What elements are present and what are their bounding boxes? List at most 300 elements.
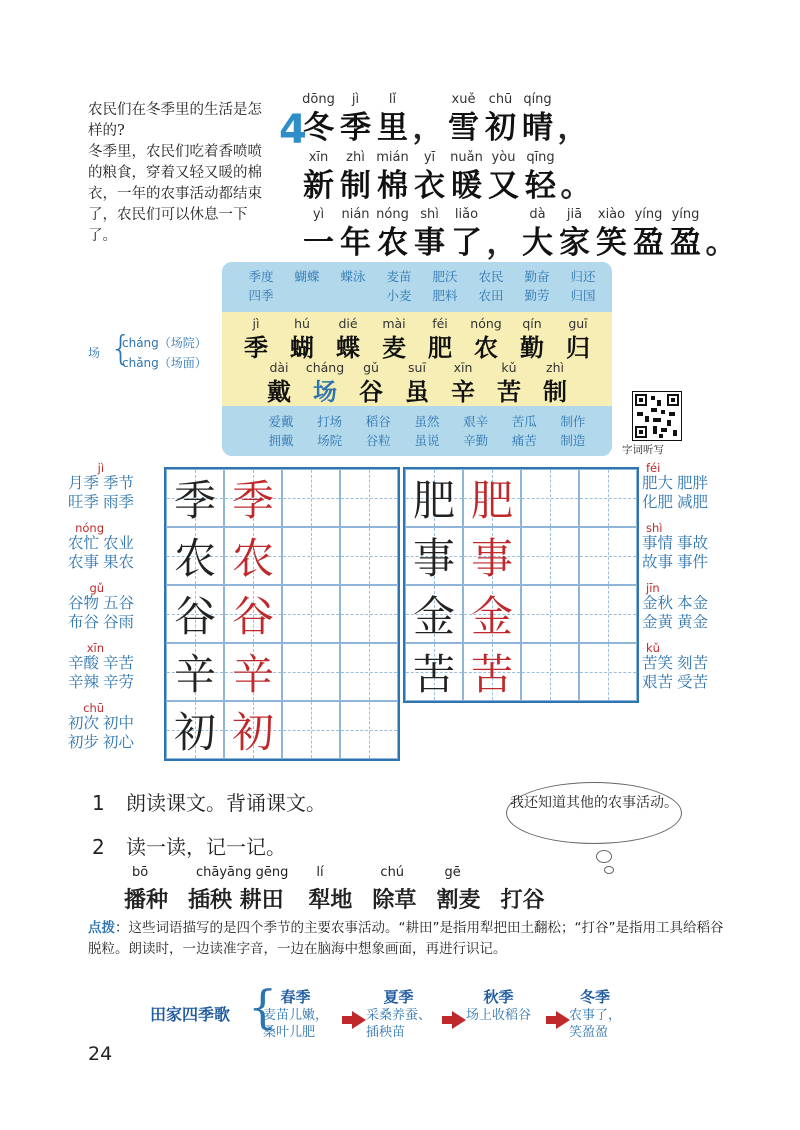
hanzi: 戴	[267, 377, 291, 406]
side-word: 初心	[103, 733, 135, 751]
vocab-row-1	[222, 316, 612, 362]
bubble-tail	[596, 850, 612, 863]
side-word: 辛劳	[103, 673, 135, 691]
vocab-char	[555, 316, 601, 362]
side-word-line	[68, 594, 134, 613]
vocab-char	[302, 360, 348, 406]
side-word: 农业	[103, 534, 135, 552]
side-word: 雨季	[103, 493, 135, 511]
tip-label: 点拨	[88, 920, 115, 936]
blank-writing-cell[interactable]	[340, 585, 398, 643]
vocab-word: 拥戴	[268, 433, 294, 448]
side-pinyin: shì	[646, 521, 663, 535]
vocab-bottom-words	[262, 412, 592, 450]
side-pinyin: chū	[83, 701, 105, 715]
vocab-row-2	[222, 360, 612, 406]
arrow-right-icon	[352, 1011, 366, 1029]
grid-cell	[405, 643, 463, 701]
farm-word	[436, 865, 480, 914]
blank-writing-cell[interactable]	[521, 527, 579, 585]
side-pinyin: kǔ	[646, 641, 660, 655]
pinyin: bō	[132, 865, 149, 880]
side-word-line	[68, 553, 134, 572]
poem-char	[522, 150, 559, 204]
poem-char	[374, 207, 411, 261]
pinyin: nián	[341, 207, 370, 222]
vocab-word: 农田	[478, 288, 504, 303]
side-word-line	[68, 613, 134, 632]
side-word-line	[68, 654, 134, 673]
farm-word	[372, 865, 416, 914]
pinyin: kǔ	[501, 360, 517, 375]
vocab-word-pair	[288, 267, 326, 305]
trace-char: 季	[231, 476, 274, 525]
qr-label: 字词听写	[622, 444, 664, 456]
poem-line-2	[300, 150, 593, 204]
vocab-word: 蝶泳	[340, 269, 366, 284]
arrow-right-icon	[452, 1011, 466, 1029]
hanzi: 衣	[414, 168, 445, 204]
side-word-group	[68, 463, 134, 512]
side-word: 初中	[103, 714, 135, 732]
hanzi: 播种	[124, 887, 169, 913]
pinyin: chāyāng gēng	[196, 865, 289, 880]
grid-cell	[463, 469, 521, 527]
grid-cell	[166, 469, 224, 527]
vocab-word-pair	[472, 267, 510, 305]
poem-char	[374, 92, 411, 146]
grid-cell	[224, 469, 282, 527]
grid-cell	[224, 643, 282, 701]
model-char: 初	[173, 708, 216, 757]
tip-text: ：这些词语描写的是四个季节的主要农事活动。“耕田”是指用犁把田土翻松；“打谷”是指用工具给稻谷脱粒。朗读时，一边读准字音，一边在脑海中想象画面，再进行识记。	[88, 920, 724, 957]
hanzi: 蝴	[290, 333, 314, 362]
model-char: 事	[412, 534, 455, 583]
pinyin: qín	[522, 316, 542, 331]
vocab-word: 制作	[560, 414, 586, 429]
hanzi: 里	[377, 110, 408, 146]
side-word: 化肥	[642, 493, 674, 511]
poem-line-1	[300, 92, 590, 146]
blank-writing-cell[interactable]	[282, 585, 340, 643]
side-pinyin: gǔ	[89, 581, 105, 595]
side-word-line	[642, 654, 708, 673]
pinyin: mài	[382, 316, 406, 331]
hanzi: 农	[377, 225, 408, 261]
pinyin: zhì	[546, 360, 564, 375]
pinyin: yī	[423, 150, 436, 165]
blank-writing-cell[interactable]	[521, 469, 579, 527]
pinyin: chú	[380, 865, 405, 880]
vocab-char	[256, 360, 302, 406]
poem-char	[411, 207, 448, 261]
hanzi: 雪	[448, 110, 479, 146]
poem-char	[593, 207, 630, 261]
trace-char: 肥	[470, 476, 513, 525]
side-word: 本金	[677, 594, 709, 612]
side-word: 旺季	[68, 493, 100, 511]
blank-writing-cell[interactable]	[521, 643, 579, 701]
vocab-word-pair	[334, 267, 372, 305]
vocab-word: 农民	[478, 269, 504, 284]
hanzi: 虽	[405, 377, 429, 406]
poem-char	[482, 92, 519, 146]
blank-writing-cell[interactable]	[282, 701, 340, 759]
side-word: 肥胖	[677, 474, 709, 492]
blank-writing-cell[interactable]	[579, 527, 637, 585]
vocab-word-pair	[554, 412, 592, 450]
hanzi: 大	[522, 225, 553, 261]
blank-writing-cell[interactable]	[579, 585, 637, 643]
vocab-word: 辛勤	[463, 433, 489, 448]
pinyin	[500, 865, 508, 883]
vocab-char	[509, 316, 555, 362]
hanzi: 笑	[596, 225, 627, 261]
season-winter: 冬季 农事了， 笑盈盈	[569, 988, 622, 1040]
trace-char: 金	[470, 592, 513, 641]
poem-char	[374, 150, 411, 204]
pinyin: qīng	[526, 150, 555, 165]
side-word: 故事	[642, 553, 674, 571]
hanzi: 勤	[520, 333, 544, 362]
side-word-group	[68, 583, 134, 632]
vocab-word: 蝴蝶	[294, 269, 320, 284]
poem-char	[485, 150, 522, 204]
hanzi: 轻	[525, 168, 556, 204]
side-word: 季节	[103, 474, 135, 492]
answer-text: 冬季里，农民们吃着香喷喷的粮食，穿着又轻又暖的棉衣，一年的农事活动都结束了，农民们可以休息一下了。	[88, 144, 262, 244]
side-word-line	[68, 733, 134, 752]
grid-cell	[463, 585, 521, 643]
trace-char: 事	[470, 534, 513, 583]
poem-punct: ，	[486, 225, 518, 261]
vocab-word-pair	[518, 267, 556, 305]
hanzi: 蝶	[336, 333, 360, 362]
poem-char	[337, 92, 374, 146]
hanzi: 割麦	[436, 887, 481, 913]
poem-char	[556, 207, 593, 261]
pinyin: liǎo	[454, 207, 479, 222]
side-word: 刻苦	[677, 654, 709, 672]
grid-cell	[224, 585, 282, 643]
side-word: 金秋	[642, 594, 674, 612]
hanzi: 了	[451, 225, 482, 261]
side-word: 初次	[68, 714, 100, 732]
pinyin: jì	[252, 316, 260, 331]
hanzi: 季	[340, 110, 371, 146]
grid-cell	[224, 701, 282, 759]
hanzi: 肥	[428, 333, 452, 362]
grid-cell	[166, 701, 224, 759]
season-spring: 春季 麦苗儿嫩， 桑叶儿肥	[263, 988, 329, 1040]
pinyin: nuǎn	[450, 150, 483, 165]
blank-writing-cell[interactable]	[579, 643, 637, 701]
blank-writing-cell[interactable]	[340, 527, 398, 585]
farm-word	[188, 865, 288, 914]
side-pinyin: xīn	[86, 641, 105, 655]
hanzi: 年	[340, 225, 371, 261]
vocab-char	[348, 360, 394, 406]
hanzi: 季	[244, 333, 268, 362]
vocab-word: 麦苗	[386, 269, 412, 284]
pinyin: féi	[432, 316, 448, 331]
side-word: 辛辣	[68, 673, 100, 691]
pinyin: gē	[444, 865, 461, 880]
side-word-line	[642, 553, 708, 572]
poem-char	[445, 92, 482, 146]
side-word: 肥大	[642, 474, 674, 492]
pinyin: gǔ	[363, 360, 379, 375]
grid-cell	[405, 527, 463, 585]
poem-char	[300, 92, 337, 146]
pinyin: dà	[529, 207, 546, 222]
pinyin: yíng	[671, 207, 700, 222]
poem-char	[337, 150, 374, 204]
side-word-group	[68, 703, 134, 752]
season-summer: 夏季 采桑养蚕、 插秧苗	[366, 988, 432, 1040]
poem-line-3	[300, 207, 738, 261]
pinyin: nóng	[376, 207, 409, 222]
song-brace-icon: {	[248, 980, 278, 1034]
poem-punct: 。	[705, 225, 737, 261]
hanzi: 棉	[377, 168, 408, 204]
pinyin: yì	[312, 207, 325, 222]
vocab-word: 稻谷	[365, 414, 391, 429]
vocab-char	[417, 316, 463, 362]
side-word: 黄金	[677, 613, 709, 631]
pinyin: zhì	[346, 150, 365, 165]
blank-writing-cell[interactable]	[340, 643, 398, 701]
poem-char	[300, 207, 337, 261]
tip-box	[88, 918, 724, 960]
side-word-line	[68, 534, 134, 553]
vocab-word: 苦瓜	[511, 414, 537, 429]
trace-char: 农	[231, 534, 274, 583]
pinyin: yíng	[634, 207, 663, 222]
side-word: 农事	[68, 553, 100, 571]
poem-char	[630, 207, 667, 261]
side-word: 谷雨	[103, 613, 135, 631]
poem-char	[448, 150, 485, 204]
vocab-word-pair	[505, 412, 543, 450]
exercise-1: 1 朗读课文。背诵课文。	[92, 791, 326, 815]
side-word: 受苦	[677, 673, 709, 691]
vocab-word: 肥料	[432, 288, 458, 303]
hanzi: 晴	[522, 110, 553, 146]
hanzi: 盈	[633, 225, 664, 261]
hanzi: 谷	[359, 377, 383, 406]
blank-writing-cell[interactable]	[579, 469, 637, 527]
grid-cell	[405, 585, 463, 643]
bubble-tail-small	[604, 866, 614, 874]
pinyin: xiào	[597, 207, 626, 222]
side-word: 辛苦	[103, 654, 135, 672]
poem-punct: ，	[412, 110, 444, 146]
vocab-word: 打场	[317, 414, 343, 429]
song-title: 田家四季歌	[150, 1005, 231, 1024]
blank-writing-cell[interactable]	[282, 643, 340, 701]
vocab-char	[463, 316, 509, 362]
side-word-line	[642, 474, 708, 493]
vocab-top-words	[242, 267, 602, 305]
grid-cell	[463, 527, 521, 585]
poem-char	[411, 150, 448, 204]
arrow-right-icon	[556, 1011, 570, 1029]
farm-word	[500, 865, 544, 914]
pinyin: chū	[488, 92, 513, 107]
hanzi: 一	[303, 225, 334, 261]
blank-writing-cell[interactable]	[282, 469, 340, 527]
grid-cell	[166, 585, 224, 643]
side-word: 艰苦	[642, 673, 674, 691]
brace-icon: {	[110, 329, 132, 369]
model-char: 季	[173, 476, 216, 525]
season-autumn: 秋季 场上收稻谷	[466, 988, 532, 1023]
pinyin: mián	[376, 150, 409, 165]
vocab-word-pair	[311, 412, 349, 450]
model-char: 苦	[412, 650, 455, 699]
vocab-word: 归国	[570, 288, 596, 303]
vocab-char	[440, 360, 486, 406]
farm-word	[308, 865, 352, 914]
vocab-word-pair	[457, 412, 495, 450]
hanzi: 新	[303, 168, 334, 204]
side-word: 事故	[677, 534, 709, 552]
pinyin: hú	[294, 316, 310, 331]
grid-cell	[166, 643, 224, 701]
pinyin: dōng	[302, 92, 335, 107]
poem-char	[448, 207, 485, 261]
side-word-group	[68, 523, 134, 572]
blank-writing-cell[interactable]	[340, 701, 398, 759]
poem-punct: ，	[557, 110, 589, 146]
vocab-word: 制造	[560, 433, 586, 448]
side-pinyin: nóng	[75, 521, 105, 535]
side-word-group	[642, 523, 708, 572]
vocab-char	[325, 316, 371, 362]
vocab-word: 勤劳	[524, 288, 550, 303]
trace-char: 初	[231, 708, 274, 757]
pinyin: yòu	[491, 150, 516, 165]
vocab-card	[222, 262, 612, 456]
pinyin: suī	[408, 360, 426, 375]
grid-cell	[405, 469, 463, 527]
hanzi: 场	[313, 377, 337, 406]
side-word: 事情	[642, 534, 674, 552]
poem-char	[300, 150, 337, 204]
hanzi: 除草	[372, 887, 417, 913]
side-word-line	[642, 493, 708, 512]
pinyin: xuě	[451, 92, 476, 107]
pinyin: dié	[338, 316, 358, 331]
farm-word	[124, 865, 168, 914]
page-number: 24	[88, 1043, 113, 1065]
pinyin: nóng	[470, 316, 502, 331]
polyphone-reading-1: cháng（场院）	[122, 336, 207, 350]
pinyin: shì	[420, 207, 439, 222]
poem-char	[337, 207, 374, 261]
trace-char: 谷	[231, 592, 274, 641]
hanzi: 苦	[497, 377, 521, 406]
grid-cell	[166, 527, 224, 585]
pinyin: jiā	[566, 207, 583, 222]
hanzi: 制	[340, 168, 371, 204]
writing-grid-right	[403, 467, 639, 703]
farm-activity-words	[124, 865, 564, 914]
vocab-char	[233, 316, 279, 362]
hanzi: 盈	[670, 225, 701, 261]
side-word: 农忙	[68, 534, 100, 552]
hanzi: 农	[474, 333, 498, 362]
side-word: 五谷	[103, 594, 135, 612]
vocab-char	[394, 360, 440, 406]
hanzi: 麦	[382, 333, 406, 362]
hanzi: 制	[543, 377, 567, 406]
model-char: 金	[412, 592, 455, 641]
pinyin: lí	[316, 865, 324, 880]
hanzi: 犁地	[308, 887, 353, 913]
side-word: 初步	[68, 733, 100, 751]
vocab-word: 肥沃	[432, 269, 458, 284]
vocab-word: 四季	[248, 288, 274, 303]
thought-bubble: 我还知道其他的农事活动。	[506, 782, 682, 844]
guide-question	[88, 100, 266, 247]
vocab-word: 爱戴	[268, 414, 294, 429]
side-word-group	[642, 463, 708, 512]
vocab-word: 虽说	[414, 433, 440, 448]
side-word-line	[68, 474, 134, 493]
hanzi: 暖	[451, 168, 482, 204]
side-word-group	[68, 643, 134, 692]
pinyin: qíng	[523, 92, 552, 107]
blank-writing-cell[interactable]	[282, 527, 340, 585]
hanzi: 初	[485, 110, 516, 146]
grid-cell	[224, 527, 282, 585]
hanzi: 事	[414, 225, 445, 261]
vocab-word-pair	[408, 412, 446, 450]
side-word-line	[642, 673, 708, 692]
vocab-word: 虽然	[414, 414, 440, 429]
trace-char: 辛	[231, 650, 274, 699]
side-word: 苦笑	[642, 654, 674, 672]
vocab-word-pair	[359, 412, 397, 450]
side-word: 布谷	[68, 613, 100, 631]
hanzi: 归	[566, 333, 590, 362]
vocab-char	[279, 316, 325, 362]
vocab-word: 艰辛	[463, 414, 489, 429]
vocab-word: 痛苦	[511, 433, 537, 448]
trace-char: 苦	[470, 650, 513, 699]
vocab-word: 场院	[317, 433, 343, 448]
side-word-group	[642, 583, 708, 632]
blank-writing-cell[interactable]	[340, 469, 398, 527]
pinyin: jì	[351, 92, 360, 107]
vocab-char	[532, 360, 578, 406]
pinyin: guī	[568, 316, 588, 331]
side-word: 金黄	[642, 613, 674, 631]
pinyin: xīn	[453, 360, 473, 375]
side-word: 月季	[68, 474, 100, 492]
qr-code-icon[interactable]	[632, 391, 682, 441]
question-text: 农民们在冬季里的生活是怎样的?	[88, 102, 262, 139]
vocab-word: 谷粒	[365, 433, 391, 448]
side-word-line	[68, 673, 134, 692]
side-word: 果农	[103, 553, 135, 571]
grid-cell	[463, 643, 521, 701]
vocab-word-pair	[262, 412, 300, 450]
blank-writing-cell[interactable]	[521, 585, 579, 643]
side-pinyin: jīn	[646, 581, 660, 595]
